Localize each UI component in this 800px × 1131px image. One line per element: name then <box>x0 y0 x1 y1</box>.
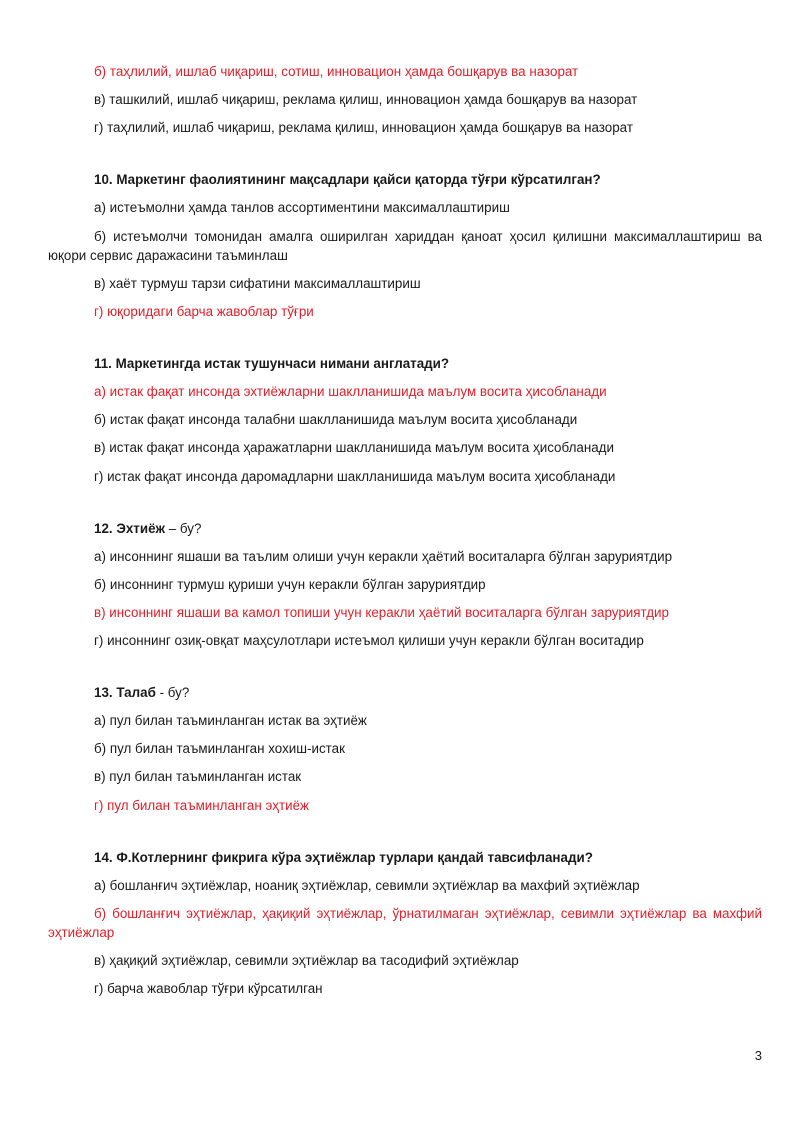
answer-option-correct: г) пул билан таъминланган эҳтиёж <box>94 797 310 813</box>
answer-option: в) истак фақат инсонда ҳаражатларни шаклланишида маълум восита ҳисобланади <box>94 440 614 456</box>
question-title: 10. Маркетинг фаолиятининг мақсадлари қайси қаторда тўғри кўрсатилган? <box>94 172 601 188</box>
question-title-main: 13. Талаб <box>94 685 156 701</box>
question-title-suffix: - бу? <box>155 685 190 701</box>
answer-option: в) пул билан таъминланган истак <box>94 769 302 785</box>
answer-option: б) инсоннинг турмуш қуриши учун керакли бўлган заруриятдир <box>94 576 486 592</box>
document-page <box>48 62 762 1007</box>
question-title-main: 12. Эхтиёж <box>94 520 166 536</box>
answer-option: б) пул билан таъминланган хохиш-истак <box>94 741 345 757</box>
question-title: 14. Ф.Котлернинг фикрига кўра эҳтиёжлар турлари қандай тавсифланади? <box>94 849 593 865</box>
answer-option: а) истеъмолни ҳамда танлов ассортиментини максималлаштириш <box>94 200 510 216</box>
answer-option-correct: б) таҳлилий, ишлаб чиқариш, сотиш, инновацион ҳамда бошқарув ва назорат <box>94 64 579 79</box>
answer-option: в) ташкилий, ишлаб чиқариш, реклама қилиш, инновацион ҳамда бошқарув ва назорат <box>94 92 638 108</box>
answer-option: а) пул билан таъминланган истак ва эҳтиёж <box>94 713 367 729</box>
question-title: 11. Маркетингда истак тушунчаси нимани англатади? <box>94 355 450 371</box>
page-number: 3 <box>754 1048 762 1063</box>
answer-option: г) инсоннинг озиқ-овқат маҳсулотлари истеъмол қилиши учун керакли бўлган воситадир <box>94 633 644 649</box>
answer-option: в) ҳақиқий эҳтиёжлар, севимли эҳтиёжлар ва тасодифий эҳтиёжлар <box>94 953 519 968</box>
answer-option: б) истак фақат инсонда талабни шаклланишида маълум восита ҳисобланади <box>94 412 578 428</box>
answer-option: а) бошланғич эҳтиёжлар, ноаниқ эҳтиёжлар, севимли эҳтиёжлар ва махфий эҳтиёжлар <box>94 877 640 893</box>
answer-option: б) истеъмолчи томонидан амалга оширилган хариддан қаноат ҳосил қилишни максималлаштириш ва юқори сервис даражасини таъминлаш <box>48 228 762 263</box>
answer-option-correct: б) бошланғич эҳтиёжлар, ҳақиқий эҳтиёжлар, ўрнатилмаган эҳтиёжлар, севимли эҳтиёжлар ва махфий эҳтиёжлар <box>48 905 762 940</box>
answer-option: г) барча жавоблар тўғри кўрсатилган <box>94 981 323 997</box>
answer-option: в) хаёт турмуш тарзи сифатини максималлаштириш <box>94 275 421 291</box>
answer-option-correct: а) истак фақат инсонда эхтиёжларни шаклланишида маълум восита ҳисобланади <box>94 383 607 399</box>
answer-option-correct: г) юқоридаги барча жавоблар тўғри <box>94 303 314 319</box>
answer-option: а) инсоннинг яшаши ва таълим олиши учун керакли ҳаётий воситаларга бўлган заруриятдир <box>94 548 673 564</box>
question-title <box>48 683 762 702</box>
question-title-suffix: – бу? <box>165 520 202 536</box>
answer-option-correct: в) инсоннинг яшаши ва камол топиши учун керакли ҳаётий воситаларга бўлган заруриятдир <box>94 604 669 620</box>
question-title <box>48 519 762 538</box>
answer-option: г) истак фақат инсонда даромадларни шаклланишида маълум восита ҳисобланади <box>94 468 616 484</box>
answer-option: г) таҳлилий, ишлаб чиқариш, реклама қилиш, инновацион ҳамда бошқарув ва назорат <box>94 120 633 136</box>
